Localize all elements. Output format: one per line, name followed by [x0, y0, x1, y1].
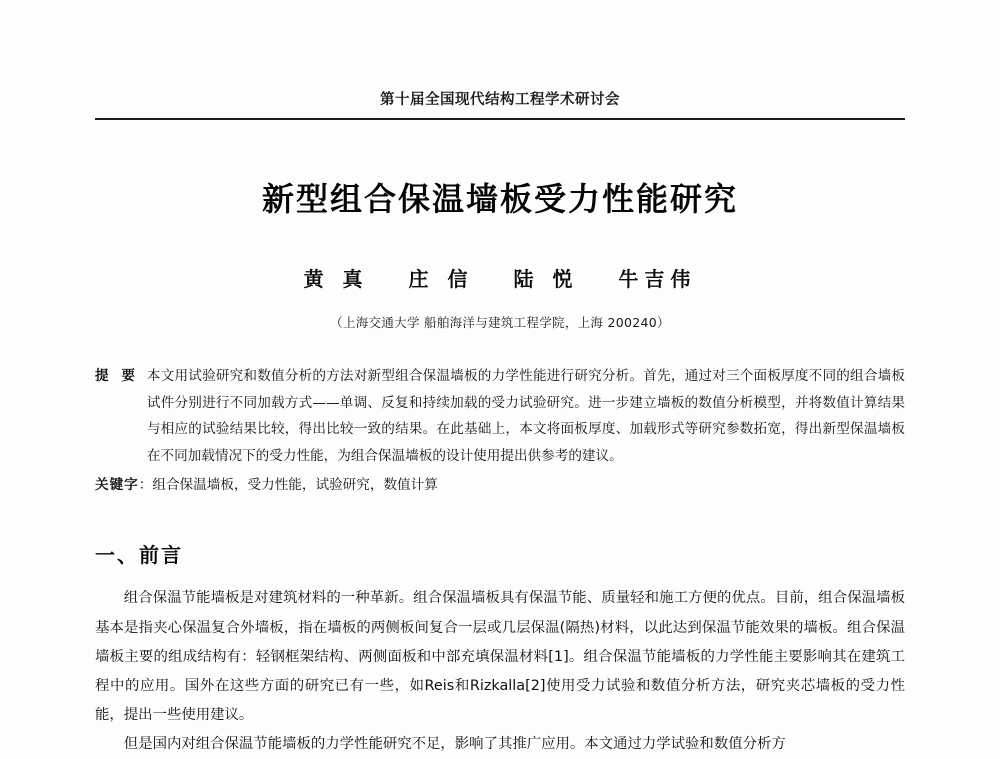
- page-title: 新型组合保温墙板受力性能研究: [261, 180, 738, 218]
- header-divider: [95, 118, 905, 120]
- paragraph: 组合保温节能墙板是对建筑材料的一种革新。组合保温墙板具有保温节能、质量轻和施工方便的优点。目前，组合保温墙板基本是指夹心保温复合外墙板，指在墙板的两侧板间复合一层或几层保温(隔热)材料，以此达到保温节能效果的墙板。组合保温墙板主要的组成结构有：轻钢框架结构、两侧面板和中部充填保温材料[1]。组合保温节能墙板的力学性能主要影响其在建筑工程中的应用。国外在这些方面的研究已有一些，如Reis和Rizkalla[2]使用受力试验和数值分析方法，研究夹芯墙板的受力性能，提出一些使用建议。: [95, 590, 905, 723]
- affiliation: （上海交通大学 船舶海洋与建筑工程学院，上海 200240）: [330, 315, 670, 330]
- section-heading-introduction: 一、前言: [95, 542, 183, 567]
- abstract-block: [95, 363, 905, 469]
- section-body-introduction: [95, 584, 905, 759]
- abstract-label: 提 要: [95, 368, 139, 384]
- keywords-label: 关键字: [95, 477, 139, 493]
- author-name: 陆 悦: [513, 267, 579, 291]
- keywords-separator: ：: [138, 477, 153, 493]
- author-list: [95, 263, 905, 292]
- keywords-block: [95, 473, 905, 499]
- author-name: 牛吉伟: [618, 267, 697, 291]
- author-name: 黄 真: [303, 267, 369, 291]
- abstract-text: 本文用试验研究和数值分析的方法对新型组合保温墙板的力学性能进行研究分析。首先，通过对三个面板厚度不同的组合墙板试件分别进行不同加载方式——单调、反复和持续加载的受力试验研究。进一步建立墙板的数值分析模型，并将数值计算结果与相应的试验结果比较，得出比较一致的结果。在此基础上，本文将面板厚度、加载形式等研究参数拓宽，得出新型保温墙板在不同加载情况下的受力性能，为组合保温墙板的设计使用提出供参考的建议。: [146, 368, 905, 464]
- keywords-text: 组合保温墙板，受力性能，试验研究，数值计算: [152, 477, 438, 493]
- paragraph: 但是国内对组合保温节能墙板的力学性能研究不足，影响了其推广应用。本文通过力学试验和数值分析方: [123, 735, 786, 752]
- running-header: 第十届全国现代结构工程学术研讨会: [380, 92, 620, 108]
- author-name: 庄 信: [408, 267, 474, 291]
